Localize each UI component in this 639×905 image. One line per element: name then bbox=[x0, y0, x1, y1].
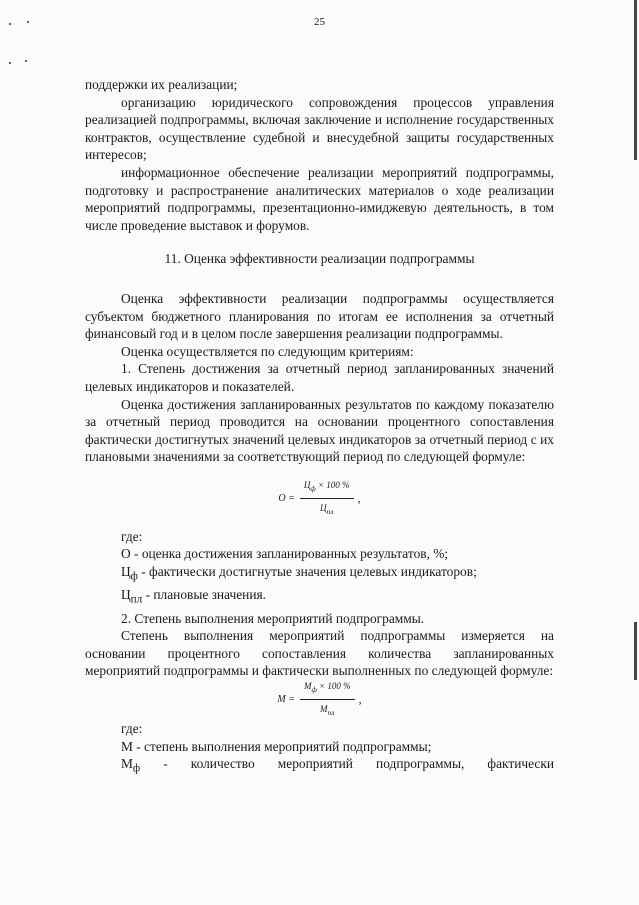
def-text: - плановые значения. bbox=[142, 587, 267, 603]
scan-edge-bar bbox=[634, 622, 637, 680]
scan-mark bbox=[27, 21, 29, 23]
def-text: - количество мероприятий подпрограммы, фактически bbox=[140, 756, 554, 772]
paragraph: 2. Степень выполнения мероприятий подпрограммы. bbox=[121, 610, 425, 626]
paragraph: Степень выполнения мероприятий подпрограммы измеряется на основании процентного сопоставления количества запланированных мероприятий подпрограммы и фактически выполненных по следующей формуле: bbox=[85, 628, 554, 679]
def-symbol: Ц bbox=[121, 564, 131, 580]
formula-achievement bbox=[85, 470, 554, 528]
denominator-subscript: пл bbox=[326, 507, 334, 517]
scan-mark bbox=[25, 60, 27, 62]
paragraph: Оценка достижения запланированных результатов по каждому показателю за отчетный период проводится на основании процентного сопоставления фактически достигнутых значений целевых индикаторов за отчетный период с их плановыми значениями за соответствующий период по следующей формуле: bbox=[85, 396, 554, 465]
document-body bbox=[85, 76, 554, 778]
where-label: где: bbox=[121, 528, 143, 544]
section-heading: 11. Оценка эффективности реализации подпрограммы bbox=[164, 251, 475, 267]
formula-numerator bbox=[300, 678, 355, 700]
definition-mf bbox=[85, 755, 554, 778]
numerator-rest: × 100 % bbox=[316, 681, 351, 692]
def-subscript: ф bbox=[132, 762, 141, 775]
formula-comma: , bbox=[357, 491, 361, 506]
scan-mark bbox=[9, 23, 11, 25]
definition-cf bbox=[85, 563, 554, 586]
paragraph: информационное обеспечение реализации мероприятий подпрограммы, подготовку и распространение аналитических материалов о ходе реализации мероприятий подпрограммы, презентационно-имиджевую деятельность, в том числе проведение выставок и форумов. bbox=[85, 164, 554, 233]
denominator-symbol: М bbox=[320, 704, 328, 715]
paragraph: организацию юридического сопровождения процессов управления реализацией подпрограммы, включая заключение и исполнение государственных контрактов, осуществление судебной и внесудебной защиты государственных интересов; bbox=[85, 94, 554, 163]
def-subscript: ф bbox=[130, 570, 138, 583]
numerator-symbol: Ц bbox=[303, 479, 311, 490]
numerator-subscript: ф bbox=[310, 483, 316, 493]
formula-numerator bbox=[300, 477, 354, 499]
formula-lhs: М = bbox=[277, 694, 295, 706]
numerator-symbol: М bbox=[303, 681, 312, 692]
paragraph: Оценка эффективности реализации подпрограммы осуществляется субъектом бюджетного планирования по итогам ее исполнения за отчетный финансовый год и в целом после завершения реализации подпрограммы. bbox=[85, 290, 554, 342]
numerator-subscript: ф bbox=[311, 684, 317, 694]
formula-comma: , bbox=[358, 692, 362, 707]
page-number: 25 bbox=[314, 16, 325, 28]
def-symbol: М bbox=[121, 756, 133, 772]
formula-fraction bbox=[300, 477, 354, 521]
where-label: где: bbox=[121, 720, 143, 736]
def-subscript: пл bbox=[130, 594, 143, 606]
definition-o: О - оценка достижения запланированных результатов, %; bbox=[121, 546, 449, 562]
paragraph: Оценка осуществляется по следующим критериям: bbox=[121, 343, 414, 359]
def-symbol: Ц bbox=[121, 587, 131, 603]
formula-lhs: О = bbox=[278, 493, 295, 505]
formula-execution bbox=[85, 680, 554, 720]
numerator-rest: × 100 % bbox=[315, 479, 350, 490]
formula-denominator bbox=[320, 499, 334, 520]
formula-denominator bbox=[320, 700, 335, 721]
definition-m: М - степень выполнения мероприятий подпрограммы; bbox=[121, 738, 432, 754]
denominator-subscript: пл bbox=[327, 708, 335, 718]
definition-cpl bbox=[85, 586, 554, 609]
scan-edge-bar bbox=[634, 0, 637, 160]
formula-fraction bbox=[300, 678, 355, 722]
paragraph: поддержки их реализации; bbox=[85, 77, 238, 92]
scan-mark bbox=[9, 62, 11, 64]
def-text: - фактически достигнутые значения целевых индикаторов; bbox=[137, 564, 477, 580]
paragraph: 1. Степень достижения за отчетный период запланированных значений целевых индикаторов и показателей. bbox=[85, 361, 554, 394]
denominator-symbol: Ц bbox=[319, 503, 327, 514]
